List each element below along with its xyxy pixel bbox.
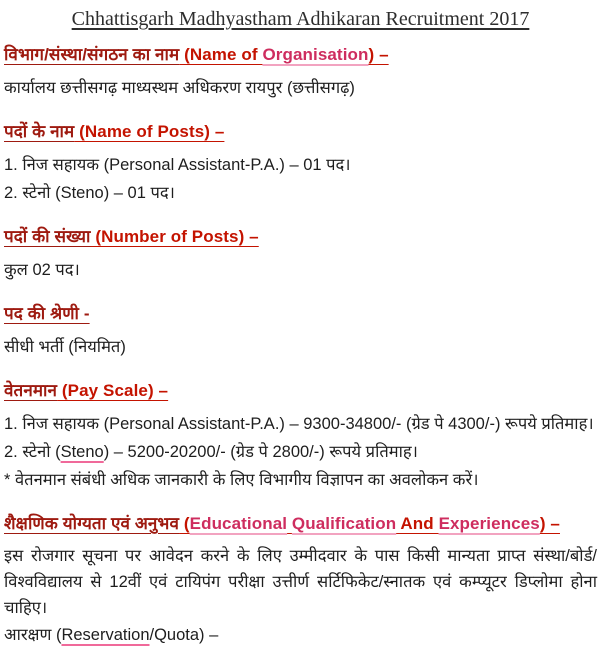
education-heading-close: ) – xyxy=(539,514,560,533)
category-heading-hindi: पद की श्रेणी - xyxy=(4,304,90,323)
pay-scale-item-2-post: ) – 5200-20200/- (ग्रेड पे 2800/-) रूपये प्रतिमाह। xyxy=(103,443,418,461)
section-pay-scale xyxy=(4,379,597,494)
steno-link[interactable]: Steno xyxy=(60,443,104,461)
post-item-1: 1. निज सहायक (Personal Assistant-P.A.) – 01 पद। xyxy=(4,156,351,174)
section-category xyxy=(4,302,597,361)
reservation-line-post: /Quota) – xyxy=(149,626,219,644)
section-organisation xyxy=(4,43,597,102)
pay-scale-item-2-pre: 2. स्टेनो ( xyxy=(4,443,61,461)
number-of-posts-heading-hindi: पदों की संख्या xyxy=(4,227,91,246)
section-number-of-posts xyxy=(4,225,597,284)
pay-scale-item-2 xyxy=(4,438,597,466)
number-of-posts-body: कुल 02 पद। xyxy=(4,261,80,279)
category-body: सीधी भर्ती (नियमित) xyxy=(4,338,126,356)
reservation-line-pre: आरक्षण ( xyxy=(4,626,62,644)
section-posts xyxy=(4,120,597,207)
pay-scale-item-1: 1. निज सहायक (Personal Assistant-P.A.) – 9300-34800/- (ग्रेड पे 4300/-) रूपये प्रतिमाह। xyxy=(4,415,594,433)
education-paragraph: इस रोजगार सूचना पर आवेदन करने के लिए उम्मीदवार के पास किसी मान्यता प्राप्त संस्था/बोर्ड/विश्वविद्यालय से 12वीं एवं टायिपंग परीक्षा उत्तीर्ण सर्टिफिकेट/स्नातक एवं कम्प्यूटर डिप्लोमा होना चाहिए। xyxy=(4,547,597,617)
organisation-heading-hindi: विभाग/संस्था/संगठन का नाम xyxy=(4,45,180,64)
pay-scale-heading-hindi: वेतनमान xyxy=(4,381,58,400)
education-heading xyxy=(4,512,597,536)
organisation-body: कार्यालय छत्तीसगढ़ माध्यस्थम अधिकरण रायपुर (छत्तीसगढ़) xyxy=(4,79,355,97)
organisation-heading-post: ) – xyxy=(368,45,389,64)
posts-heading-hindi: पदों के नाम xyxy=(4,122,75,141)
pay-scale-heading xyxy=(4,379,597,403)
qualification-link[interactable]: Qualification xyxy=(291,514,397,533)
educational-link[interactable]: Educational xyxy=(189,514,288,533)
education-heading-mid: And xyxy=(396,514,439,533)
section-education xyxy=(4,512,597,649)
organisation-heading-pre: (Name of xyxy=(179,45,263,64)
experiences-link[interactable]: Experiences xyxy=(438,514,540,533)
education-heading-hindi: शैक्षणिक योग्यता एवं अनुभव xyxy=(4,514,180,533)
post-item-2: 2. स्टेनो (Steno) – 01 पद। xyxy=(4,184,175,202)
reservation-link[interactable]: Reservation xyxy=(61,626,150,644)
number-of-posts-heading-english: (Number of Posts) – xyxy=(90,227,259,246)
category-heading xyxy=(4,302,597,326)
organisation-link[interactable]: Organisation xyxy=(262,45,369,64)
pay-scale-heading-english: (Pay Scale) – xyxy=(57,381,169,400)
posts-heading xyxy=(4,120,597,144)
posts-heading-english: (Name of Posts) – xyxy=(74,122,225,141)
pay-scale-note: * वेतनमान संबंधी अधिक जानकारी के लिए विभागीय विज्ञापन का अवलोकन करें। xyxy=(4,471,479,489)
number-of-posts-heading xyxy=(4,225,597,249)
reservation-line xyxy=(4,621,597,649)
page-title: Chhattisgarh Madhyastham Adhikaran Recruitment 2017 xyxy=(71,8,530,30)
education-heading-open: ( xyxy=(179,514,190,533)
organisation-heading xyxy=(4,43,597,67)
